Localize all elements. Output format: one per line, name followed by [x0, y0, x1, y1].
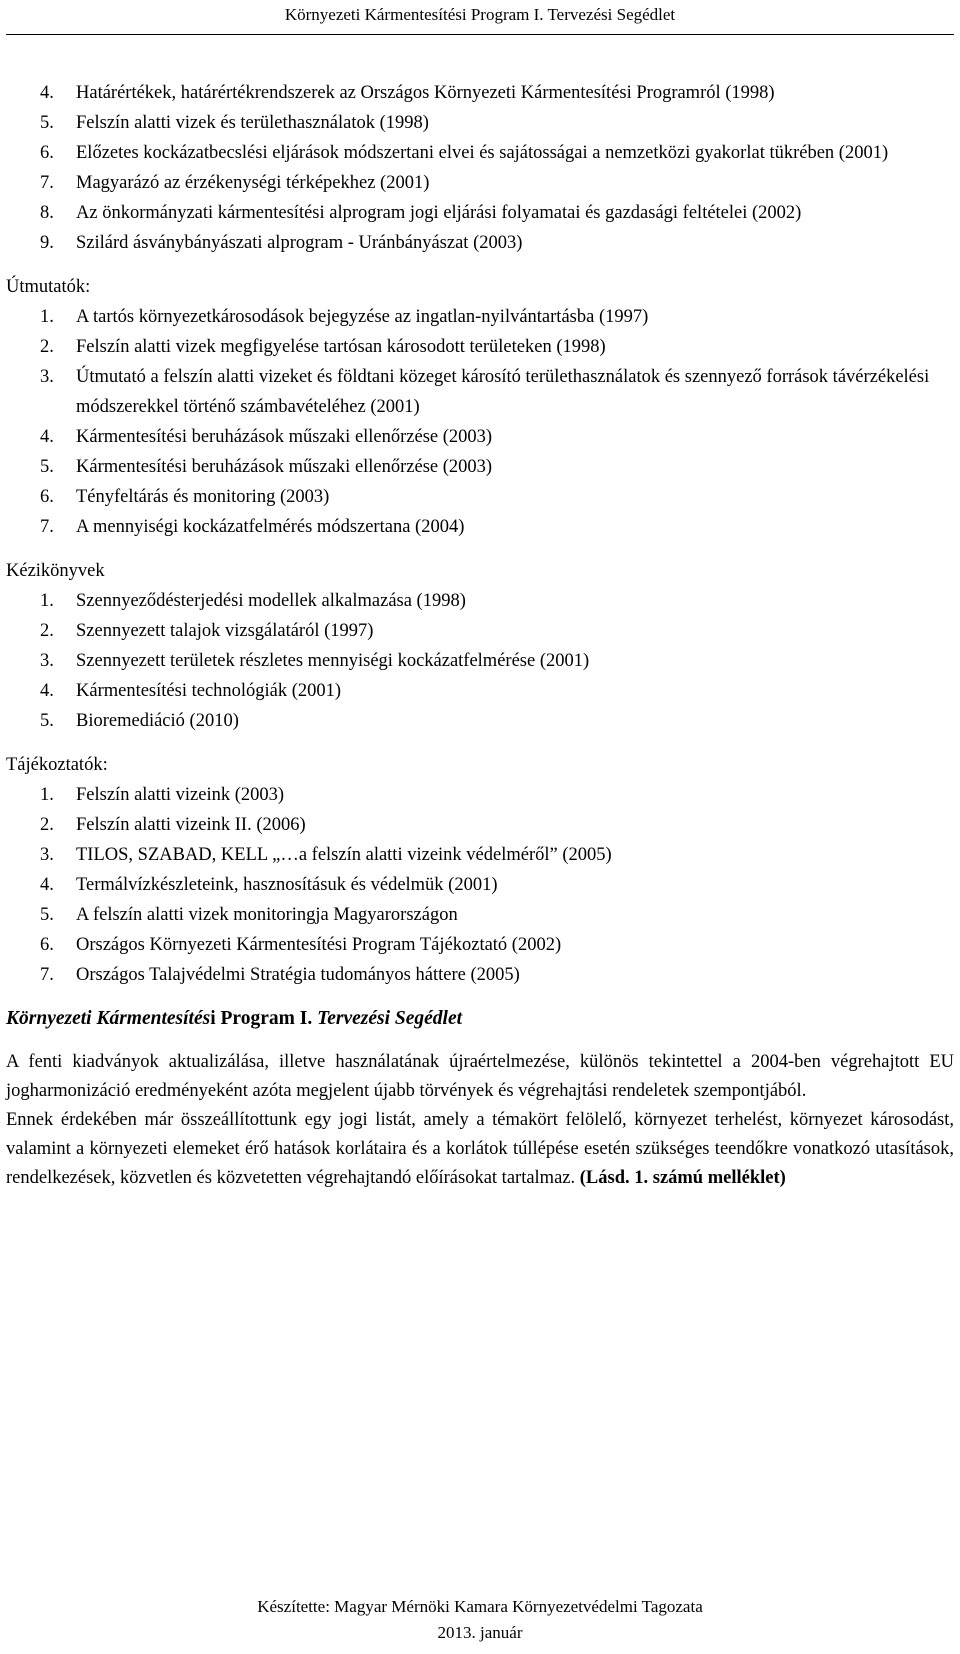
- utmutatok-list: [6, 302, 954, 542]
- section-title: Környezeti Kármentesítési Program I. Tervezési Segédlet: [6, 1008, 463, 1029]
- list-item: 5. A felszín alatti vizek monitoringja Magyarországon: [40, 905, 458, 925]
- list-item: 7. A mennyiségi kockázatfelmérés módszertana (2004): [40, 517, 465, 537]
- publication-list: [6, 78, 954, 258]
- list-item: 1. Szennyeződésterjedési modellek alkalmazása (1998): [40, 591, 466, 611]
- list-item: 6. Tényfeltárás és monitoring (2003): [40, 487, 330, 507]
- list-item: 4. Termálvízkészleteink, hasznosításuk és védelmük (2001): [40, 875, 498, 895]
- footer-author: Készítette: Magyar Mérnöki Kamara Környezetvédelmi Tagozata: [257, 1597, 703, 1616]
- appendix-reference: (Lásd. 1. számú melléklet): [579, 1168, 786, 1188]
- kezikonyvek-heading: Kézikönyvek: [6, 561, 105, 581]
- list-item: 2. Felszín alatti vizek megfigyelése tartósan károsodott területeken (1998): [40, 337, 606, 357]
- header-rule: [6, 34, 954, 35]
- list-item: 5. Bioremediáció (2010): [40, 711, 239, 731]
- paragraph-2: Ennek érdekében már összeállítottunk egy jogi listát, amely a témakört felölelő, környezet terhelést, környezet károsodást, valamint a környezeti elemeket érő hatások korlátaira és a korlátok túllépése esetén szükséges teendőkre vonatkozó utasítások, rendelkezések, közvetlen és közvetetten végrehajtandó előírásokat tartalmaz. (Lásd. 1. számú melléklet): [6, 1110, 954, 1188]
- list-item: 9. Szilárd ásványbányászati alprogram - Uránbányászat (2003): [40, 233, 523, 253]
- list-item: 4. Kármentesítési beruházások műszaki ellenőrzése (2003): [40, 427, 493, 447]
- list-item: 2. Felszín alatti vizeink II. (2006): [40, 815, 306, 835]
- footer-date: 2013. január: [437, 1623, 523, 1642]
- list-item: 8. Az önkormányzati kármentesítési alprogram jogi eljárási folyamatai és gazdasági feltételei (2002): [40, 203, 802, 223]
- paragraph-1: A fenti kiadványok aktualizálása, illetve használatának újraértelmezése, különös tekintettel a 2004-ben végrehajtott EU jogharmonizáció eredményeként azóta megjelent újabb törvények és végrehajtási rendeletek szempontjából.: [6, 1052, 954, 1101]
- list-item: 7. Országos Talajvédelmi Stratégia tudományos háttere (2005): [40, 965, 520, 985]
- tajekoztatok-heading: Tájékoztatók:: [6, 755, 108, 775]
- utmutatok-heading: Útmutatók:: [6, 277, 91, 297]
- list-item: 7. Magyarázó az érzékenységi térképekhez (2001): [40, 173, 430, 193]
- list-item: 2. Szennyezett talajok vizsgálatáról (1997): [40, 621, 374, 641]
- list-item: 3. TILOS, SZABAD, KELL „…a felszín alatti vizeink védelméről” (2005): [40, 845, 612, 865]
- list-item: 1. A tartós környezetkárosodások bejegyzése az ingatlan-nyilvántartásba (1997): [40, 307, 649, 327]
- list-item: 5. Felszín alatti vizek és területhasználatok (1998): [40, 113, 429, 133]
- kezikonyvek-list: [6, 586, 954, 736]
- document-body: [6, 78, 954, 1193]
- list-item: 1. Felszín alatti vizeink (2003): [40, 785, 285, 805]
- tajekoztatok-list: [6, 780, 954, 990]
- list-item: 4. Határértékek, határértékrendszerek az Országos Környezeti Kármentesítési Programról (1998): [40, 83, 775, 103]
- list-item: 6. Előzetes kockázatbecslési eljárások módszertani elvei és sajátosságai a nemzetközi gyakorlat tükrében (2001): [40, 143, 889, 163]
- list-item: 4. Kármentesítési technológiák (2001): [40, 681, 342, 701]
- list-item: 5. Kármentesítési beruházások műszaki ellenőrzése (2003): [40, 457, 493, 477]
- list-item: 6. Országos Környezeti Kármentesítési Program Tájékoztató (2002): [40, 935, 562, 955]
- list-item: 3. Szennyezett területek részletes mennyiségi kockázatfelmérése (2001): [40, 651, 590, 671]
- list-item: 3. Útmutató a felszín alatti vizeket és földtani közeget károsító területhasználatok és szennyező források távérzékelési módszerekkel történő számbavételéhez (2001): [40, 367, 930, 417]
- page-header: Környezeti Kármentesítési Program I. Tervezési Segédlet: [284, 5, 676, 24]
